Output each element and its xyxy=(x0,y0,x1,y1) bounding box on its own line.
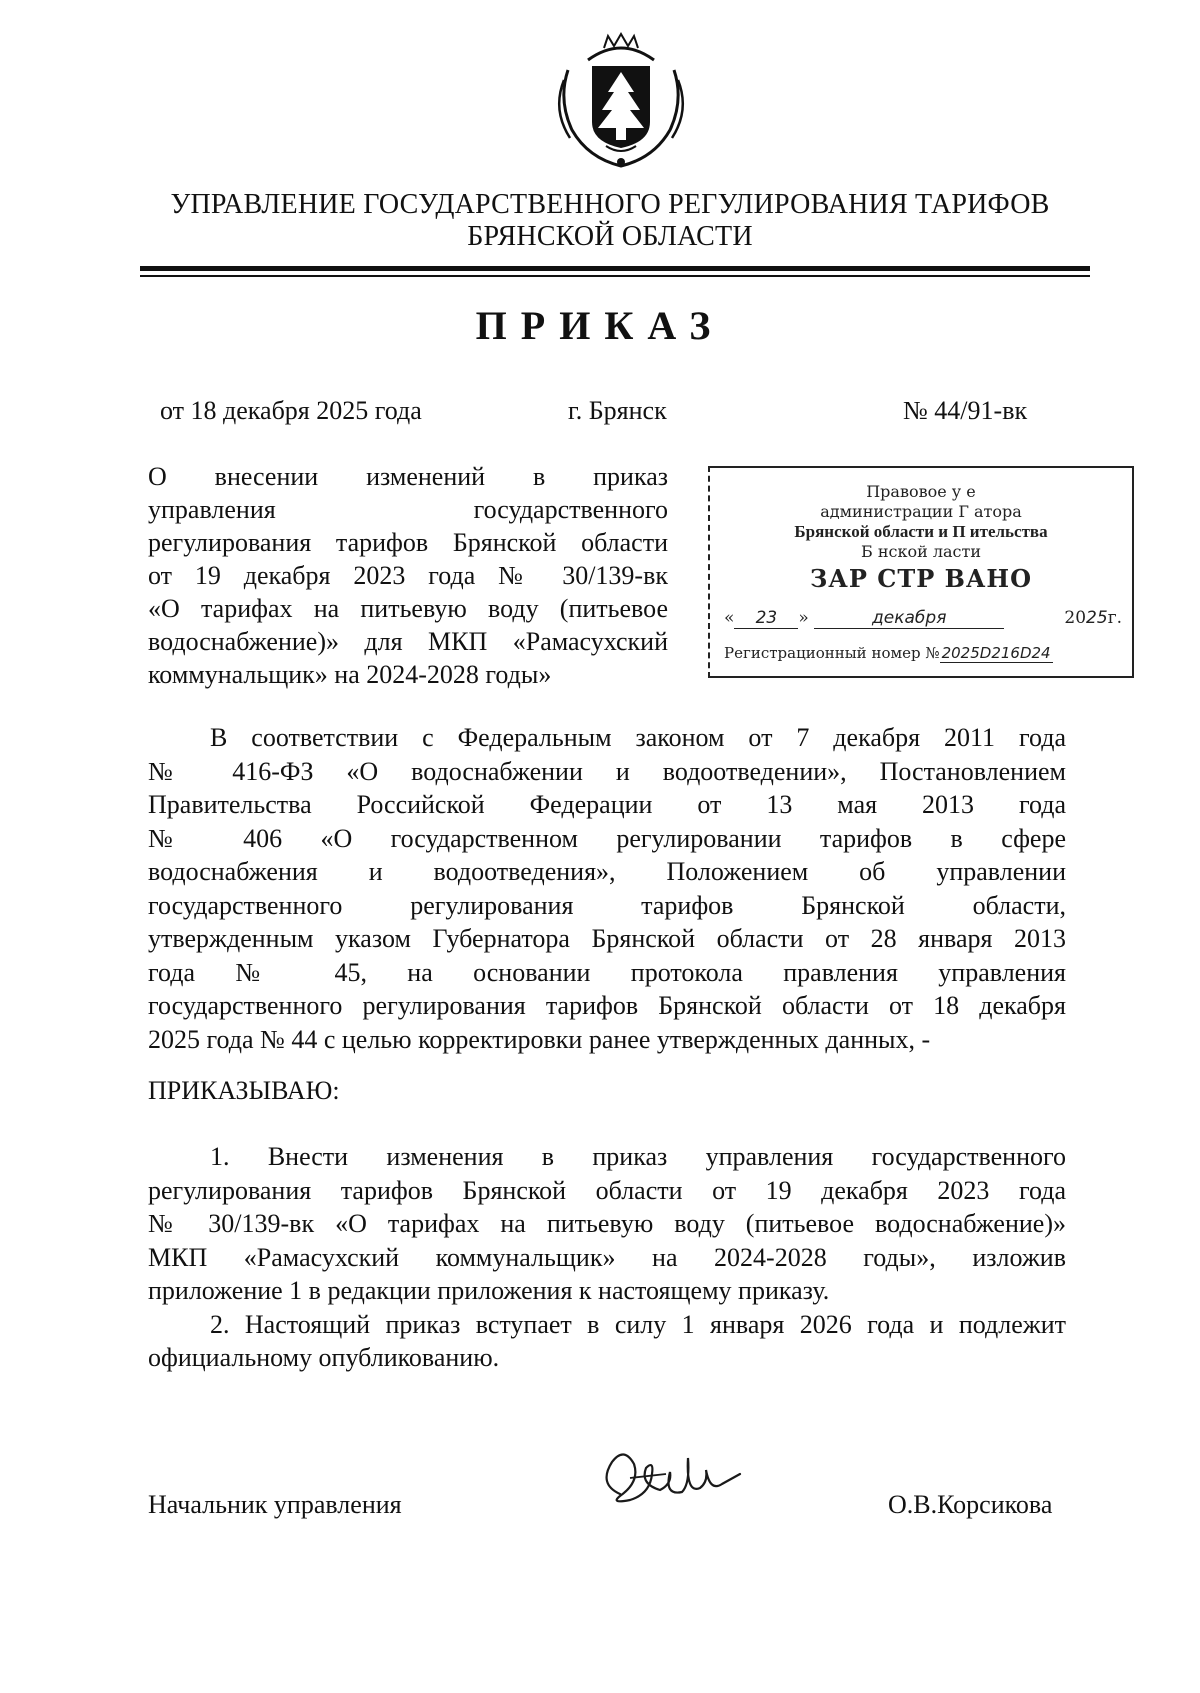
organization-name-line1: УПРАВЛЕНИЕ ГОСУДАРСТВЕННОГО РЕГУЛИРОВАНИЯ ТАРИФОВ xyxy=(170,189,1050,220)
stamp-line: администрации Г атора xyxy=(820,502,1022,521)
stamp-line: Брянской области и П ительства xyxy=(794,522,1048,541)
body-line: утвержденным указом Губернатора Брянской области от 28 января 2013 xyxy=(148,924,1066,953)
subject-line: от 19 декабря 2023 года № 30/139-вк xyxy=(148,561,668,590)
body-line: государственного регулирования тарифов Брянской области от 18 декабря xyxy=(148,991,1066,1020)
stamp-date-row: « 23 » декабря 2025г. xyxy=(724,608,1122,628)
item-line: приложение 1 в редакции приложения к настоящему приказу. xyxy=(148,1276,830,1305)
item-line: 1. Внести изменения в приказ управления государственного xyxy=(210,1142,1066,1171)
order-directive: ПРИКАЗЫВАЮ: xyxy=(148,1076,340,1105)
document-number: № 44/91-вк xyxy=(903,396,1028,425)
signatory-position: Начальник управления xyxy=(148,1490,402,1519)
stamp-day: 23 xyxy=(734,608,798,629)
subject-line: коммунальщик» на 2024-2028 годы» xyxy=(148,660,552,689)
handwritten-signature xyxy=(590,1434,750,1524)
item-line: 2. Настоящий приказ вступает в силу 1 января 2026 года и подлежит xyxy=(210,1309,1066,1339)
stamp-registered: ЗАР СТР ВАНО xyxy=(809,564,1033,593)
document-title: ПРИКАЗ xyxy=(475,303,725,348)
item-line: МКП «Рамасухский коммунальщик» на 2024-2028 годы», изложив xyxy=(148,1242,1066,1272)
order-items xyxy=(148,1140,1066,1375)
stamp-year-unit: г. xyxy=(1107,608,1122,628)
header-divider-thick xyxy=(140,266,1090,271)
item-line: регулирования тарифов Брянской области от 19 декабря 2023 года xyxy=(148,1175,1066,1205)
subject-line: «О тарифах на питьевую воду (питьевое xyxy=(148,594,668,623)
body-line: водоснабжения и водоотведения», Положением об управлении xyxy=(148,857,1066,886)
preamble-paragraph xyxy=(148,721,1066,1056)
body-line: государственного регулирования тарифов Брянской области, xyxy=(148,890,1066,920)
document-city: г. Брянск xyxy=(568,396,667,425)
stamp-year-suffix: 25 xyxy=(1086,608,1108,628)
stamp-year-prefix: 20 xyxy=(1064,608,1087,628)
stamp-reg-number: 2025D216D24 xyxy=(941,644,1051,662)
body-line: 2025 года № 44 с целью корректировки ранее утвержденных данных, - xyxy=(148,1024,931,1054)
body-line: года № 45, на основании протокола правления управления xyxy=(148,957,1066,987)
stamp-line: Правовое у е xyxy=(866,482,976,501)
subject-line: управления государственного xyxy=(148,495,668,524)
body-line: В соответствии с Федеральным законом от 7 декабря 2011 года xyxy=(210,723,1066,752)
body-line: Правительства Российской Федерации от 13 мая 2013 года xyxy=(148,790,1066,819)
document-date: от 18 декабря 2025 года xyxy=(160,396,422,425)
stamp-reg-label: Регистрационный номер № xyxy=(724,644,940,662)
item-line: № 30/139-вк «О тарифах на питьевую воду (питьевое водоснабжение)» xyxy=(148,1209,1066,1238)
subject-line: водоснабжение)» для МКП «Рамасухский xyxy=(148,627,668,656)
body-line: № 416-ФЗ «О водоснабжении и водоотведении», Постановлением xyxy=(148,756,1066,786)
coat-of-arms-emblem xyxy=(548,30,694,170)
signatory-name: О.В.Корсикова xyxy=(888,1490,1053,1519)
header-divider-thin xyxy=(140,275,1090,277)
registration-stamp xyxy=(708,466,1134,678)
stamp-line: Б нской ласти xyxy=(860,542,982,561)
subject-line: регулирования тарифов Брянской области xyxy=(148,528,668,557)
item-line: официальному опубликованию. xyxy=(148,1343,500,1372)
stamp-regnum-row xyxy=(724,644,1122,663)
organization-name-line2: БРЯНСКОЙ ОБЛАСТИ xyxy=(467,221,753,252)
stamp-month: декабря xyxy=(814,608,1004,629)
order-subject xyxy=(148,460,668,691)
body-line: № 406 «О государственном регулировании тарифов в сфере xyxy=(148,823,1066,853)
subject-line: О внесении изменений в приказ xyxy=(148,462,668,491)
